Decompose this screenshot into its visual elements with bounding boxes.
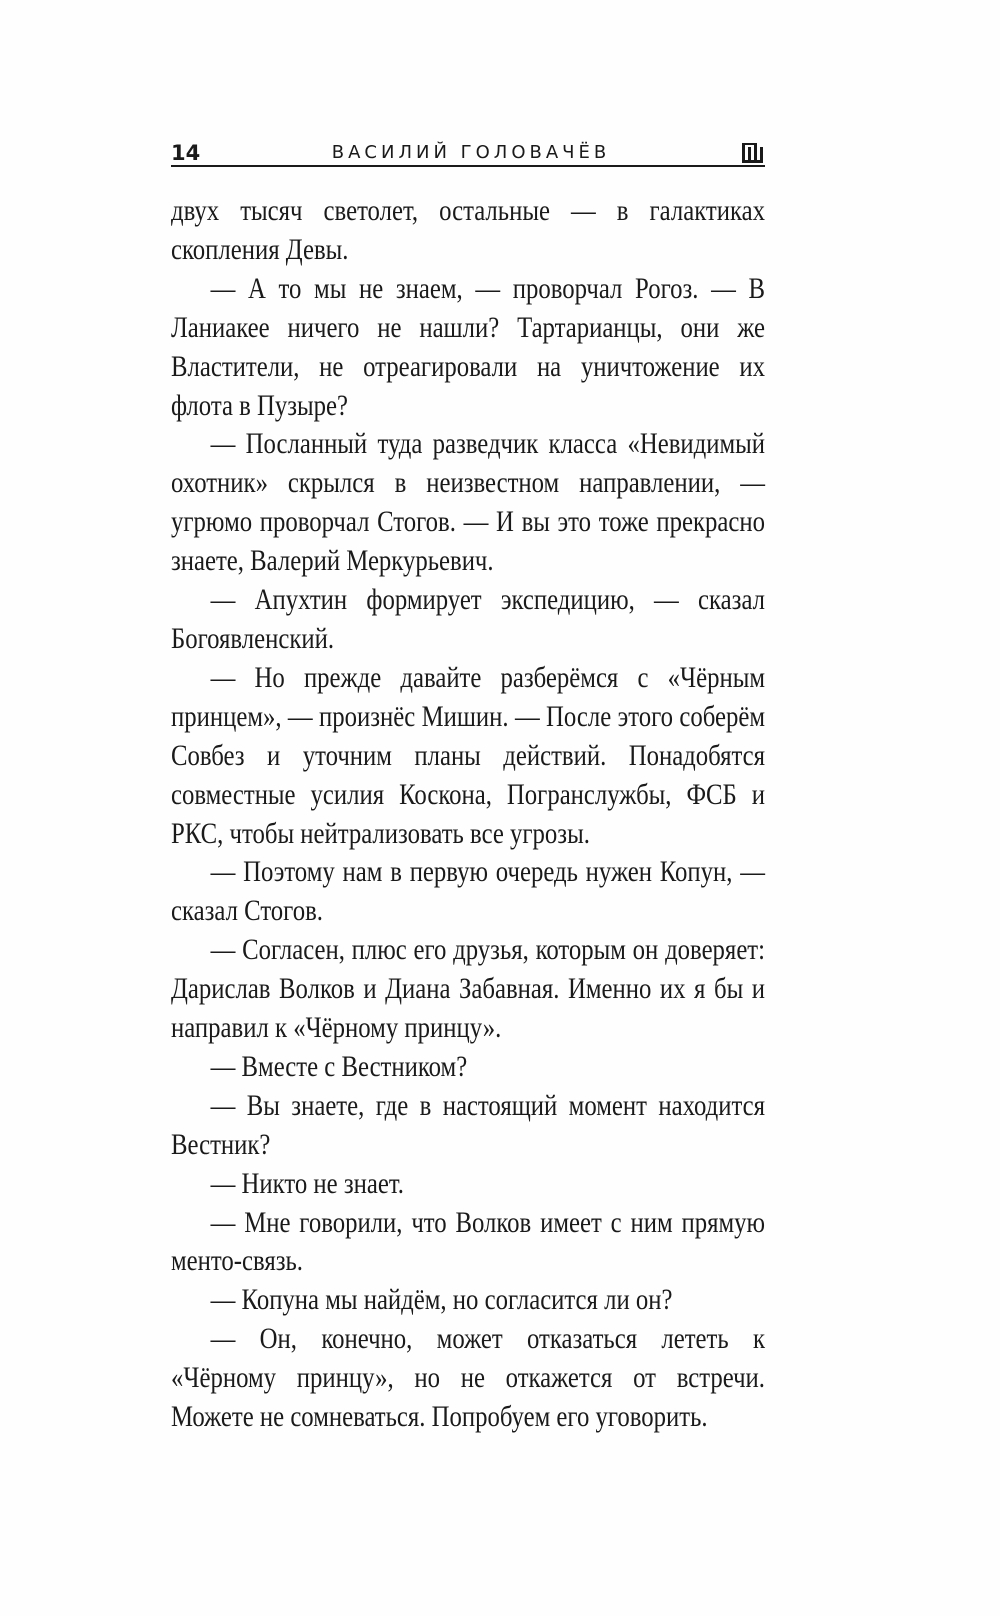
paragraph: — Он, конечно, может отказаться лететь к «Чёрному принцу», но не откажется от встречи. Можете не сомневаться. Попробуем его уговорить. xyxy=(171,1322,766,1434)
paragraph: — А то мы не знаем, — проворчал Рогоз. — В Ланиакее ничего не нашли? Тартарианцы, они же Властители, не отреагировали на уничтожение их флота в Пузыре? xyxy=(171,271,766,422)
author-name: ВАСИЛИЙ ГОЛОВАЧЁВ xyxy=(331,142,611,163)
paragraph: — Копуна мы найдём, но согласится ли он? xyxy=(210,1283,673,1317)
paragraph: — Но прежде давайте разберёмся с «Чёрным принцем», — произнёс Мишин. — После этого соберём Совбез и уточним планы действий. Понадобятся совместные усилия Коскона, Погранслужбы, ФСБ и РКС, чтобы нейтрализовать все угрозы. xyxy=(171,660,766,850)
paragraph: — Мне говорили, что Волков имеет с ним прямую менто-связь. xyxy=(171,1205,766,1278)
paragraph: — Апухтин формирует экспедицию, — сказал Богоявленский. xyxy=(171,583,766,655)
body-text xyxy=(171,192,765,1437)
paragraph: — Поэтому нам в первую очередь нужен Копун, — сказал Стогов. xyxy=(171,855,766,928)
running-head xyxy=(171,138,765,168)
paragraph: — Вместе с Вестником? xyxy=(210,1049,468,1083)
paragraph: двух тысяч светолет, остальные — в галактиках скопления Девы. xyxy=(171,194,765,266)
paragraph: — Посланный туда разведчик класса «Невидимый охотник» скрылся в неизвестном направлении, — угрюмо проворчал Стогов. — И вы это тоже прекрасно знаете, Валерий Меркурьевич. xyxy=(171,427,766,578)
page-number: 14 xyxy=(171,141,201,165)
paragraph: — Никто не знает. xyxy=(210,1166,404,1200)
publisher-logo-icon xyxy=(741,141,765,165)
header-rule xyxy=(171,165,765,167)
paragraph: — Согласен, плюс его друзья, которым он доверяет: Дарислав Волков и Диана Забавная. Именно их я бы и направил к «Чёрному принцу». xyxy=(171,933,766,1045)
paragraph: — Вы знаете, где в настоящий момент находится Вестник? xyxy=(171,1088,766,1161)
